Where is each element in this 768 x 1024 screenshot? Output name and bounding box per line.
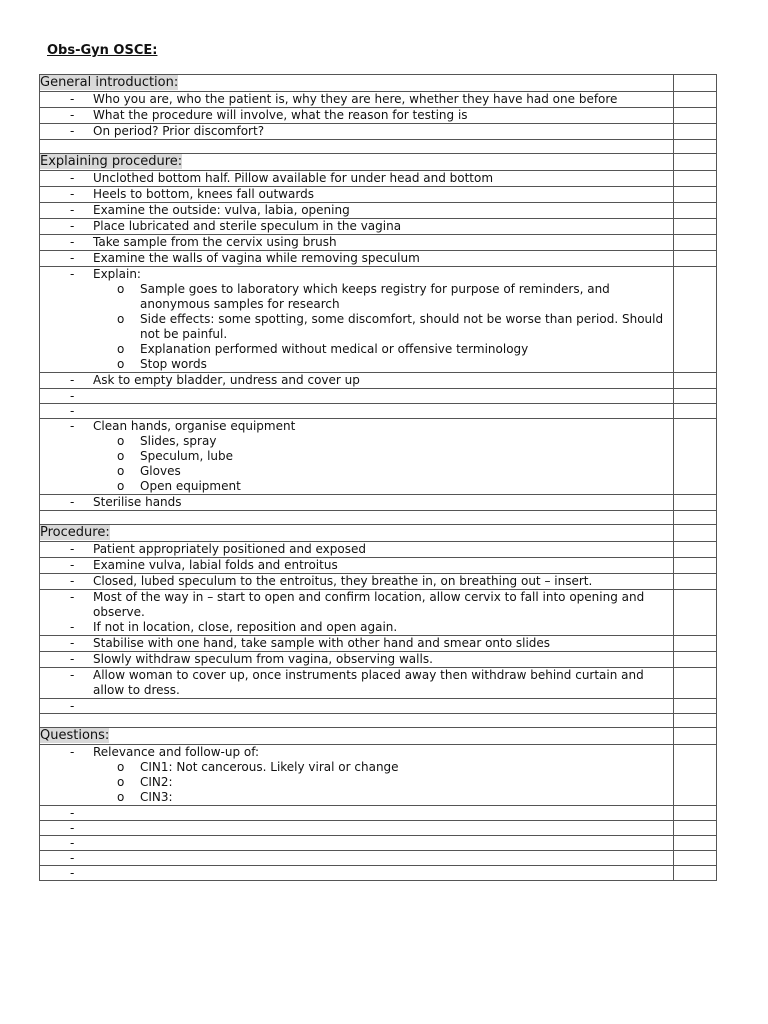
- sub-item-list: [40, 434, 673, 494]
- check-cell[interactable]: [674, 511, 717, 525]
- empty-checklist-row: [40, 404, 717, 419]
- empty-checklist-row: [40, 821, 717, 836]
- item-text: Examine the outside: vulva, labia, opening: [93, 203, 350, 217]
- sub-item: [40, 464, 673, 479]
- sub-bullet: o: [117, 449, 125, 463]
- item-text: Stabilise with one hand, take sample with other hand and smear onto slides: [93, 636, 551, 650]
- item-dash: -: [70, 389, 75, 403]
- item-dash: -: [70, 590, 75, 604]
- check-cell[interactable]: [674, 714, 717, 728]
- checklist-row: [40, 542, 717, 558]
- sub-item-text: Gloves: [140, 464, 181, 478]
- sub-item: [40, 449, 673, 464]
- checklist-item: [40, 636, 673, 651]
- section-heading-cell: [40, 525, 674, 542]
- checklist-row: [40, 92, 717, 108]
- item-cell: [40, 124, 674, 140]
- item-cell: [40, 171, 674, 187]
- item-dash: -: [70, 836, 75, 850]
- check-cell[interactable]: [674, 495, 717, 511]
- item-text: On period? Prior discomfort?: [93, 124, 265, 138]
- item-text: Relevance and follow-up of:: [93, 745, 260, 759]
- check-cell[interactable]: [674, 558, 717, 574]
- checklist-row: [40, 235, 717, 251]
- checklist-body: [40, 75, 717, 881]
- item-cell: [40, 699, 674, 714]
- check-cell[interactable]: [674, 404, 717, 419]
- checklist-row: [40, 251, 717, 267]
- checklist-item: [40, 251, 673, 266]
- check-cell[interactable]: [674, 92, 717, 108]
- item-cell: [40, 203, 674, 219]
- item-text: Clean hands, organise equipment: [93, 419, 296, 433]
- check-cell[interactable]: [674, 187, 717, 203]
- checklist-item: [40, 187, 673, 202]
- check-cell[interactable]: [674, 140, 717, 154]
- item-cell: [40, 866, 674, 881]
- empty-checklist-row: [40, 866, 717, 881]
- item-cell: [40, 219, 674, 235]
- section-heading-row: [40, 525, 717, 542]
- checklist-row: [40, 219, 717, 235]
- checklist-item: [40, 419, 673, 434]
- check-cell[interactable]: [674, 542, 717, 558]
- sub-item: [40, 479, 673, 494]
- item-dash: -: [70, 668, 75, 682]
- item-dash: -: [70, 495, 75, 509]
- spacer-row: [40, 140, 717, 154]
- item-cell: [40, 187, 674, 203]
- section-heading: Procedure:: [40, 525, 110, 540]
- item-text: Most of the way in – start to open and confirm location, allow cervix to fall into opening and observe.: [93, 590, 645, 619]
- checklist-row: [40, 203, 717, 219]
- sub-item-text: CIN1: Not cancerous. Likely viral or change: [140, 760, 399, 774]
- checklist-row: [40, 495, 717, 511]
- item-cell: [40, 108, 674, 124]
- empty-checklist-row: [40, 836, 717, 851]
- check-cell[interactable]: [674, 419, 717, 495]
- check-cell[interactable]: [674, 267, 717, 373]
- item-text: Explain:: [93, 267, 141, 281]
- checklist-row: [40, 124, 717, 140]
- check-cell[interactable]: [674, 821, 717, 836]
- item-dash: -: [70, 636, 75, 650]
- check-cell[interactable]: [674, 699, 717, 714]
- sub-bullet: o: [117, 479, 125, 493]
- check-cell[interactable]: [674, 154, 717, 171]
- item-dash: -: [70, 866, 75, 880]
- item-cell: [40, 652, 674, 668]
- spacer-cell: [40, 511, 674, 525]
- item-cell: [40, 574, 674, 590]
- sub-bullet: o: [117, 312, 125, 326]
- sub-item: [40, 357, 673, 372]
- checklist-row: [40, 373, 717, 389]
- sub-item-text: Slides, spray: [140, 434, 217, 448]
- check-cell[interactable]: [674, 590, 717, 636]
- sub-bullet: o: [117, 282, 125, 296]
- checklist-row: [40, 590, 717, 636]
- checklist-row: [40, 636, 717, 652]
- checklist-row: [40, 652, 717, 668]
- check-cell[interactable]: [674, 728, 717, 745]
- checklist-item: [40, 219, 673, 234]
- check-cell[interactable]: [674, 219, 717, 235]
- sub-item: [40, 434, 673, 449]
- item-text: Closed, lubed speculum to the entroitus, they breathe in, on breathing out – insert.: [93, 574, 593, 588]
- empty-checklist-row: [40, 806, 717, 821]
- check-cell[interactable]: [674, 373, 717, 389]
- section-heading: General introduction:: [40, 75, 179, 90]
- item-text: Ask to empty bladder, undress and cover up: [93, 373, 360, 387]
- check-cell[interactable]: [674, 389, 717, 404]
- check-cell[interactable]: [674, 668, 717, 699]
- section-heading-row: [40, 75, 717, 92]
- checklist-item: [40, 558, 673, 573]
- item-cell: [40, 267, 674, 373]
- page-title: Obs-Gyn OSCE:: [47, 43, 158, 58]
- item-dash: -: [70, 558, 75, 572]
- checklist-item: [40, 668, 673, 698]
- item-text: Slowly withdraw speculum from vagina, observing walls.: [93, 652, 433, 666]
- item-dash: -: [70, 699, 75, 713]
- item-dash: -: [70, 404, 75, 418]
- check-cell[interactable]: [674, 745, 717, 806]
- item-cell: [40, 542, 674, 558]
- item-text: Who you are, who the patient is, why they are here, whether they have had one before: [93, 92, 618, 106]
- item-dash: -: [70, 187, 75, 201]
- item-cell: [40, 92, 674, 108]
- item-dash: -: [70, 652, 75, 666]
- checklist-row: [40, 745, 717, 806]
- item-dash: -: [70, 419, 75, 433]
- sub-bullet: o: [117, 434, 125, 448]
- checklist-item: [40, 620, 673, 635]
- check-cell[interactable]: [674, 851, 717, 866]
- item-dash: -: [70, 251, 75, 265]
- sub-bullet: o: [117, 342, 125, 356]
- check-cell[interactable]: [674, 636, 717, 652]
- sub-item-text: Speculum, lube: [140, 449, 234, 463]
- section-heading-cell: [40, 75, 674, 92]
- sub-item-text: CIN2:: [140, 775, 173, 789]
- item-cell: [40, 836, 674, 851]
- sub-item: [40, 775, 673, 790]
- section-heading: Questions:: [40, 728, 110, 743]
- sub-item: [40, 760, 673, 775]
- check-cell[interactable]: [674, 836, 717, 851]
- item-text: Patient appropriately positioned and exposed: [93, 542, 366, 556]
- check-cell[interactable]: [674, 75, 717, 92]
- checklist-item: [40, 108, 673, 123]
- item-text: Take sample from the cervix using brush: [93, 235, 337, 249]
- item-text: Unclothed bottom half. Pillow available for under head and bottom: [93, 171, 494, 185]
- sub-bullet: o: [117, 464, 125, 478]
- checklist-item: [40, 590, 673, 620]
- checklist-item: [40, 574, 673, 589]
- item-cell: [40, 821, 674, 836]
- item-cell: [40, 235, 674, 251]
- item-dash: -: [70, 620, 75, 634]
- item-cell: [40, 373, 674, 389]
- check-cell[interactable]: [674, 574, 717, 590]
- section-heading: Explaining procedure:: [40, 154, 183, 169]
- checklist-row: [40, 419, 717, 495]
- sub-item: [40, 790, 673, 805]
- osce-checklist-table: [39, 74, 717, 881]
- item-text: Sterilise hands: [93, 495, 182, 509]
- section-heading-cell: [40, 154, 674, 171]
- section-heading-row: [40, 728, 717, 745]
- item-cell: [40, 745, 674, 806]
- item-dash: -: [70, 542, 75, 556]
- sub-item: [40, 282, 673, 312]
- item-text: Place lubricated and sterile speculum in the vagina: [93, 219, 402, 233]
- item-text: Examine the walls of vagina while removing speculum: [93, 251, 420, 265]
- checklist-item: [40, 542, 673, 557]
- item-dash: -: [70, 235, 75, 249]
- sub-item-list: [40, 282, 673, 372]
- check-cell[interactable]: [674, 108, 717, 124]
- item-text: Examine vulva, labial folds and entroitus: [93, 558, 338, 572]
- item-cell: [40, 668, 674, 699]
- item-text: What the procedure will involve, what the reason for testing is: [93, 108, 468, 122]
- check-cell[interactable]: [674, 203, 717, 219]
- item-cell: [40, 806, 674, 821]
- item-dash: -: [70, 92, 75, 106]
- item-text: If not in location, close, reposition and open again.: [93, 620, 398, 634]
- checklist-item: [40, 495, 673, 510]
- item-dash: -: [70, 821, 75, 835]
- item-cell: [40, 251, 674, 267]
- item-cell: [40, 495, 674, 511]
- sub-bullet: o: [117, 775, 125, 789]
- checklist-row: [40, 558, 717, 574]
- checklist-item: [40, 267, 673, 282]
- spacer-cell: [40, 140, 674, 154]
- sub-item-list: [40, 760, 673, 805]
- item-cell: [40, 404, 674, 419]
- item-dash: -: [70, 267, 75, 281]
- item-cell: [40, 389, 674, 404]
- checklist-row: [40, 668, 717, 699]
- item-dash: -: [70, 851, 75, 865]
- sub-item-text: Side effects: some spotting, some discomfort, should not be worse than period. Should not be painful.: [140, 312, 664, 341]
- check-cell[interactable]: [674, 652, 717, 668]
- spacer-row: [40, 511, 717, 525]
- sub-item-text: CIN3:: [140, 790, 173, 804]
- item-dash: -: [70, 806, 75, 820]
- spacer-row: [40, 714, 717, 728]
- item-dash: -: [70, 219, 75, 233]
- sub-item-text: Stop words: [140, 357, 207, 371]
- sub-item: [40, 342, 673, 357]
- check-cell[interactable]: [674, 251, 717, 267]
- item-cell: [40, 636, 674, 652]
- sub-item-text: Open equipment: [140, 479, 241, 493]
- item-cell: [40, 558, 674, 574]
- empty-checklist-row: [40, 851, 717, 866]
- check-cell[interactable]: [674, 525, 717, 542]
- checklist-item: [40, 203, 673, 218]
- item-dash: -: [70, 373, 75, 387]
- empty-checklist-row: [40, 699, 717, 714]
- checklist-row: [40, 267, 717, 373]
- empty-checklist-row: [40, 389, 717, 404]
- item-cell: [40, 590, 674, 636]
- spacer-cell: [40, 714, 674, 728]
- item-dash: -: [70, 171, 75, 185]
- sub-bullet: o: [117, 357, 125, 371]
- checklist-item: [40, 745, 673, 760]
- checklist-row: [40, 171, 717, 187]
- checklist-row: [40, 574, 717, 590]
- sub-bullet: o: [117, 790, 125, 804]
- check-cell[interactable]: [674, 866, 717, 881]
- section-heading-cell: [40, 728, 674, 745]
- checklist-row: [40, 108, 717, 124]
- item-text: Allow woman to cover up, once instruments placed away then withdraw behind curtain and allow to dress.: [93, 668, 644, 697]
- item-cell: [40, 851, 674, 866]
- sub-bullet: o: [117, 760, 125, 774]
- item-dash: -: [70, 203, 75, 217]
- sub-item-text: Sample goes to laboratory which keeps registry for purpose of reminders, and anonymous samples for research: [140, 282, 610, 311]
- item-dash: -: [70, 124, 75, 138]
- sub-item: [40, 312, 673, 342]
- checklist-item: [40, 92, 673, 107]
- section-heading-row: [40, 154, 717, 171]
- item-dash: -: [70, 108, 75, 122]
- check-cell[interactable]: [674, 235, 717, 251]
- sub-item-text: Explanation performed without medical or offensive terminology: [140, 342, 529, 356]
- check-cell[interactable]: [674, 124, 717, 140]
- item-dash: -: [70, 745, 75, 759]
- check-cell[interactable]: [674, 806, 717, 821]
- checklist-item: [40, 373, 673, 388]
- item-dash: -: [70, 574, 75, 588]
- checklist-item: [40, 124, 673, 139]
- item-cell: [40, 419, 674, 495]
- checklist-item: [40, 171, 673, 186]
- item-text: Heels to bottom, knees fall outwards: [93, 187, 314, 201]
- checklist-item: [40, 235, 673, 250]
- check-cell[interactable]: [674, 171, 717, 187]
- checklist-row: [40, 187, 717, 203]
- checklist-item: [40, 652, 673, 667]
